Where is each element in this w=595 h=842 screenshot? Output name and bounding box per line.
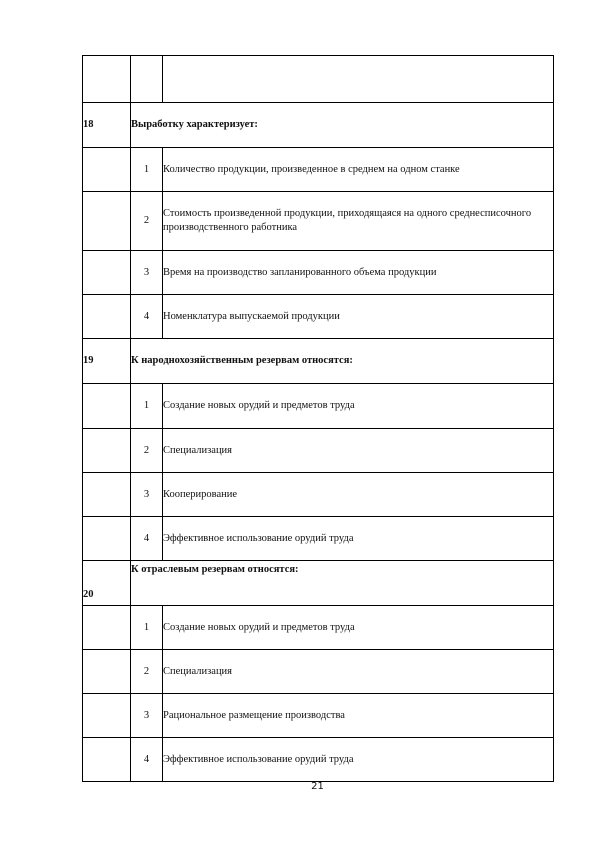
answer-number: 3 — [131, 473, 163, 517]
question-number: 18 — [83, 103, 131, 148]
empty-cell — [83, 473, 131, 517]
answer-text: Эффективное использование орудий труда — [163, 738, 554, 782]
question-row — [83, 103, 554, 148]
answer-number: 1 — [131, 384, 163, 429]
empty-cell — [163, 56, 554, 103]
empty-cell — [83, 251, 131, 295]
questions-table — [82, 55, 554, 782]
answer-text: Стоимость произведенной продукции, приходящаяся на одного среднесписочного производственного работника — [163, 192, 554, 251]
answer-number: 4 — [131, 295, 163, 339]
answer-text: Рациональное размещение производства — [163, 694, 554, 738]
answer-text: Номенклатура выпускаемой продукции — [163, 295, 554, 339]
empty-cell — [83, 694, 131, 738]
empty-cell — [83, 295, 131, 339]
empty-cell — [131, 56, 163, 103]
empty-cell — [83, 429, 131, 473]
answer-number: 4 — [131, 517, 163, 561]
empty-cell — [83, 738, 131, 782]
question-row — [83, 561, 554, 606]
answer-row — [83, 192, 554, 251]
answer-row — [83, 650, 554, 694]
answer-number: 1 — [131, 606, 163, 650]
answer-row — [83, 148, 554, 192]
empty-cell — [83, 517, 131, 561]
answer-text: Эффективное использование орудий труда — [163, 517, 554, 561]
answer-row — [83, 295, 554, 339]
answer-row — [83, 738, 554, 782]
empty-cell — [83, 148, 131, 192]
table-header-row — [83, 56, 554, 103]
empty-cell — [83, 650, 131, 694]
answer-number: 3 — [131, 694, 163, 738]
question-number: 19 — [83, 339, 131, 384]
answer-text: Время на производство запланированного объема продукции — [163, 251, 554, 295]
answer-text: Специализация — [163, 650, 554, 694]
answer-text: Кооперирование — [163, 473, 554, 517]
answer-number: 3 — [131, 251, 163, 295]
empty-cell — [83, 384, 131, 429]
answer-number: 2 — [131, 429, 163, 473]
empty-cell — [83, 606, 131, 650]
page-number: 21 — [311, 781, 324, 792]
answer-row — [83, 473, 554, 517]
empty-cell — [83, 192, 131, 251]
answer-row — [83, 251, 554, 295]
answer-number: 4 — [131, 738, 163, 782]
question-text: Выработку характеризует: — [131, 103, 554, 148]
question-number: 20 — [83, 561, 131, 606]
question-row — [83, 339, 554, 384]
answer-number: 2 — [131, 192, 163, 251]
answer-text: Создание новых орудий и предметов труда — [163, 384, 554, 429]
answer-text: Создание новых орудий и предметов труда — [163, 606, 554, 650]
question-text: К отраслевым резервам относятся: — [131, 561, 554, 606]
question-text: К народнохозяйственным резервам относятся: — [131, 339, 554, 384]
answer-row — [83, 606, 554, 650]
answer-text: Специализация — [163, 429, 554, 473]
answer-row — [83, 384, 554, 429]
answer-row — [83, 517, 554, 561]
answer-row — [83, 694, 554, 738]
answer-number: 1 — [131, 148, 163, 192]
answer-number: 2 — [131, 650, 163, 694]
answer-text: Количество продукции, произведенное в среднем на одном станке — [163, 148, 554, 192]
answer-row — [83, 429, 554, 473]
empty-cell — [83, 56, 131, 103]
